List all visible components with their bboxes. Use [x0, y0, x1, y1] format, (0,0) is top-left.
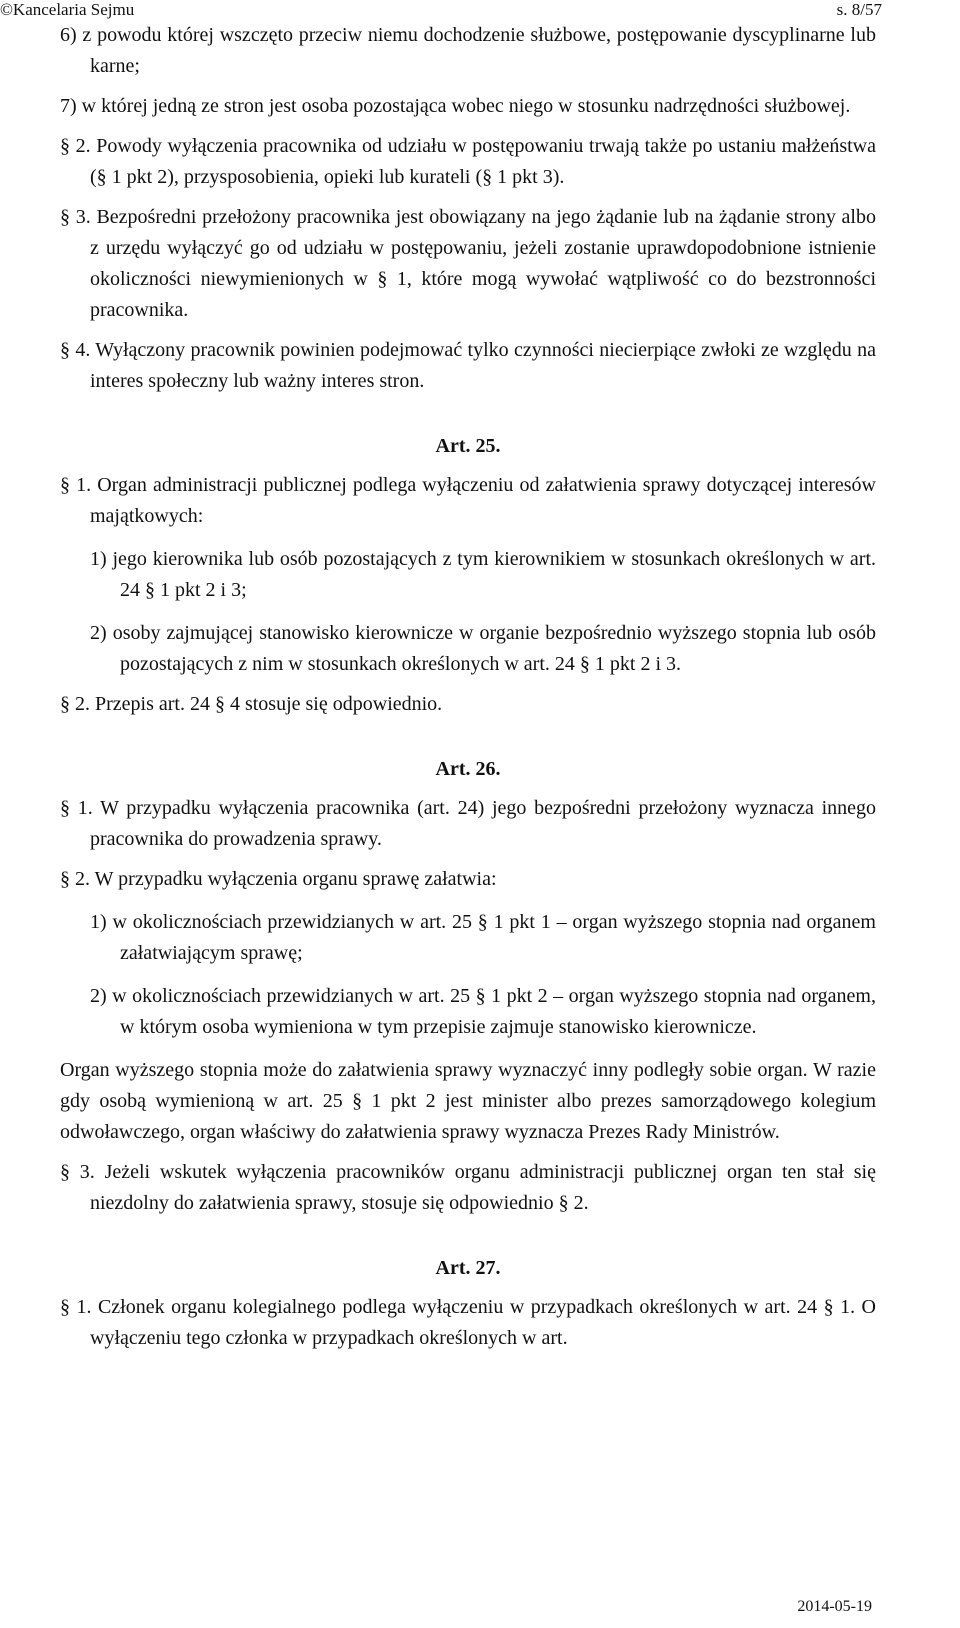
paragraph-art26-section-2: § 2. W przypadku wyłączenia organu sprawę załatwia:	[60, 868, 497, 890]
paragraph-art26-item-1: 1) w okolicznościach przewidzianych w art. 25 § 1 pkt 1 – organ wyższego stopnia nad organem załatwiającym sprawę;	[90, 911, 876, 964]
paragraph-section-2: § 2. Powody wyłączenia pracownika od udziału w postępowaniu trwają także po ustaniu małżeństwa (§ 1 pkt 2), przysposobienia, opieki lub kurateli (§ 1 pkt 3).	[60, 135, 876, 188]
document-body	[60, 20, 876, 1354]
paragraph-art26-note: Organ wyższego stopnia może do załatwienia sprawy wyznaczyć inny podległy sobie organ. W razie gdy osobą wymienioną w art. 25 § 1 pkt 2 jest minister albo prezes samorządowego kolegium odwoławczego, organ właściwy do załatwienia sprawy wyznacza Prezes Rady Ministrów.	[60, 1059, 876, 1143]
paragraph-section-3: § 3. Bezpośredni przełożony pracownika jest obowiązany na jego żądanie lub na żądanie strony albo z urzędu wyłączyć go od udziału w postępowaniu, jeżeli zostanie uprawdopodobnione istnienie okoliczności niewymienionych w § 1, które mogą wywołać wątpliwość co do bezstronności pracownika.	[60, 206, 876, 321]
header-publisher: ©Kancelaria Sejmu	[0, 0, 135, 19]
article-heading-25: Art. 25.	[435, 435, 501, 457]
paragraph-art25-item-2: 2) osoby zajmującej stanowisko kierownicze w organie bezpośrednio wyższego stopnia lub osób pozostających z nim w stosunkach określonych w art. 24 § 1 pkt 2 i 3.	[90, 622, 876, 675]
paragraph-item-7: 7) w której jedną ze stron jest osoba pozostająca wobec niego w stosunku nadrzędności służbowej.	[60, 95, 851, 117]
paragraph-art26-item-2: 2) w okolicznościach przewidzianych w art. 25 § 1 pkt 2 – organ wyższego stopnia nad organem, w którym osoba wymieniona w tym przepisie zajmuje stanowisko kierownicze.	[90, 985, 876, 1038]
paragraph-art25-section-1: § 1. Organ administracji publicznej podlega wyłączeniu od załatwienia sprawy dotyczącej interesów majątkowych:	[60, 474, 876, 527]
paragraph-item-6: 6) z powodu której wszczęto przeciw niemu dochodzenie służbowe, postępowanie dyscyplinarne lub karne;	[60, 24, 876, 77]
article-heading-26: Art. 26.	[435, 758, 501, 780]
article-heading-27: Art. 27.	[435, 1257, 501, 1279]
header-page-number: s. 8/57	[836, 0, 882, 19]
footer-date: 2014-05-19	[797, 1598, 872, 1615]
paragraph-art27-section-1: § 1. Członek organu kolegialnego podlega wyłączeniu w przypadkach określonych w art. 24 § 1. O wyłączeniu tego członka w przypadkach określonych w art.	[60, 1296, 876, 1349]
paragraph-section-4: § 4. Wyłączony pracownik powinien podejmować tylko czynności niecierpiące zwłoki ze względu na interes społeczny lub ważny interes stron.	[60, 339, 876, 392]
paragraph-art25-item-1: 1) jego kierownika lub osób pozostających z tym kierownikiem w stosunkach określonych w art. 24 § 1 pkt 2 i 3;	[90, 548, 876, 601]
paragraph-art25-section-2: § 2. Przepis art. 24 § 4 stosuje się odpowiednio.	[60, 693, 443, 715]
paragraph-art26-section-3: § 3. Jeżeli wskutek wyłączenia pracowników organu administracji publicznej organ ten stał się niezdolny do załatwienia sprawy, stosuje się odpowiednio § 2.	[60, 1161, 876, 1214]
paragraph-art26-section-1: § 1. W przypadku wyłączenia pracownika (art. 24) jego bezpośredni przełożony wyznacza innego pracownika do prowadzenia sprawy.	[60, 797, 876, 850]
